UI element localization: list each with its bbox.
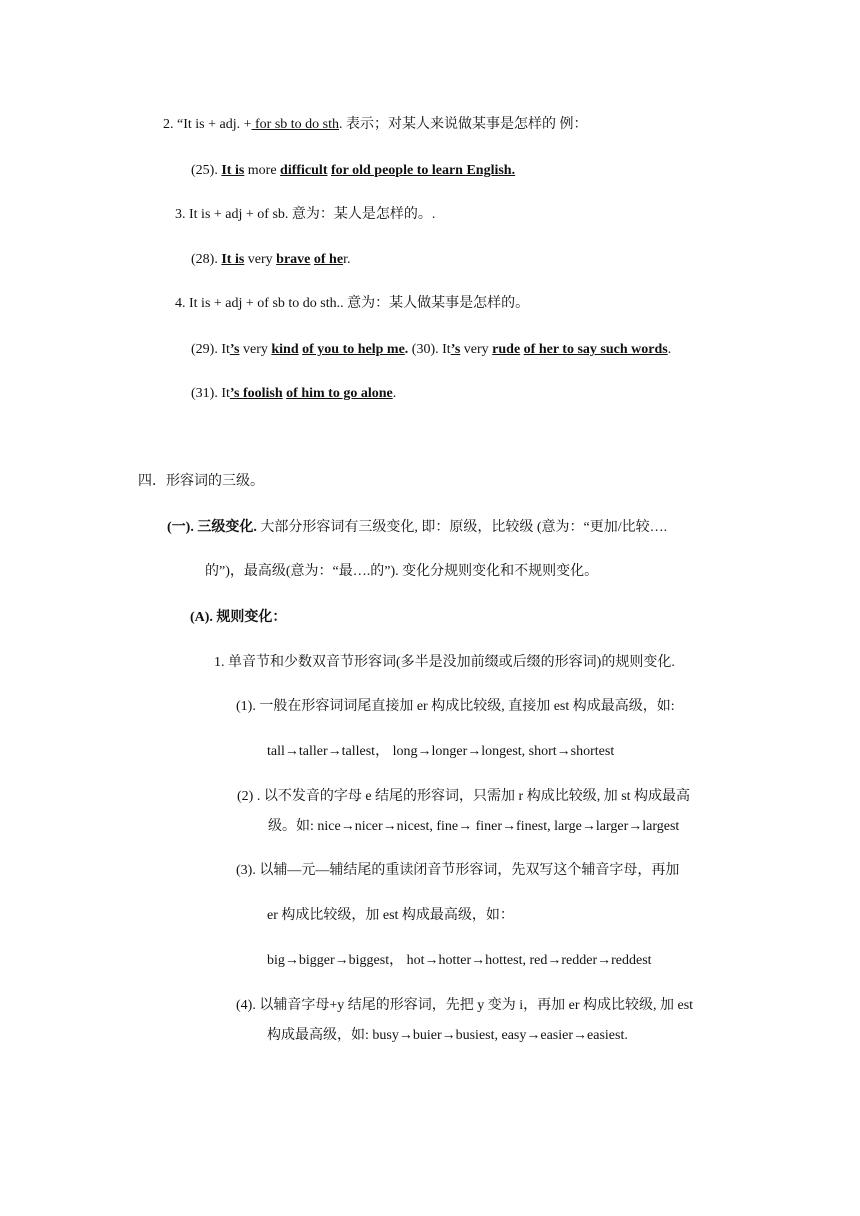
example-31-phrase: of him to go alone	[286, 386, 393, 401]
rule-4-heading: 4. It is + adj + of sb to do sth.. 意为：某人做某事是怎样的。	[175, 296, 530, 311]
rule-1-4-line2: 构成最高级，如: busy→buier→busiest, easy→easier→easiest.	[267, 1028, 628, 1043]
example-31-adj: ’s foolish	[229, 386, 283, 401]
example-25-phrase: for old people to learn English.	[331, 163, 516, 178]
subsection-1-text: 大部分形容词有三级变化, 即：原级，比较级 (意为：“更加/比较….	[256, 520, 668, 535]
example-31-num: (31). It	[191, 386, 230, 401]
example-28-subject: It is	[221, 252, 245, 267]
example-29-phrase: of you to help me	[302, 342, 405, 357]
subsection-1-line1	[167, 519, 667, 537]
example-25-subject: It is	[221, 163, 245, 178]
rule-1-1-text: (1). 一般在形容词词尾直接加 er 构成比较级, 直接加 est 构成最高级，如:	[236, 699, 675, 714]
example-30-s: ’s	[450, 342, 461, 357]
rule-1-3-examples: big→bigger→biggest， hot→hotter→hottest, red→redder→reddest	[267, 953, 652, 968]
rule-1-2-line1: (2) . 以不发音的字母 e 结尾的形容词，只需加 r 构成比较级, 加 st 构成最高	[237, 789, 691, 804]
example-31-end: .	[392, 386, 397, 401]
example-25-num: (25).	[191, 163, 222, 178]
subsection-a-label: (A). 规则变化：	[190, 610, 287, 625]
example-30-phrase: of her to say such words	[523, 342, 668, 357]
example-30-num: (30). It	[408, 342, 451, 357]
rule-1-3-line1: (3). 以辅—元—辅结尾的重读闭音节形容词，先双写这个辅音字母，再加	[236, 863, 680, 878]
rule-1-4-line1: (4). 以辅音字母+y 结尾的形容词，先把 y 变为 i，再加 er 构成比较级, 加 est	[236, 998, 694, 1013]
example-29-adj: kind	[271, 342, 299, 357]
example-30-adj: rude	[492, 342, 521, 357]
rule-1-2-line2: 级。如: nice→nicer→nicest, fine→ finer→finest, large→larger→largest	[268, 819, 680, 834]
section-4-title: 四．形容词的三级。	[138, 474, 264, 489]
rule-1-heading: 1. 单音节和少数双音节形容词(多半是没加前缀或后缀的形容词)的规则变化.	[214, 655, 675, 670]
example-28	[191, 251, 350, 269]
subsection-1-label: (一). 三级变化.	[167, 520, 257, 535]
example-30-text: very	[460, 342, 493, 357]
rule-2-prefix: 2. “It is + adj. +	[163, 117, 252, 132]
example-29-s: ’s	[229, 342, 240, 357]
rule-2-meaning: . 表示；对某人来说做某事是怎样的 例：	[339, 117, 588, 132]
example-25-adj: difficult	[280, 163, 328, 178]
example-28-phrase: of he	[313, 252, 344, 267]
example-30-end: .	[667, 342, 672, 357]
example-28-end: r.	[343, 252, 351, 267]
example-29-end: .	[404, 342, 409, 357]
example-28-adj: brave	[276, 252, 311, 267]
rule-1-1-examples: tall→taller→tallest， long→longer→longest, short→shortest	[267, 744, 615, 759]
rule-3-heading: 3. It is + adj + of sb. 意为：某人是怎样的。.	[175, 207, 436, 222]
rule-1-3-line2: er 构成比较级，加 est 构成最高级，如：	[267, 908, 514, 923]
example-29-30	[191, 341, 671, 359]
example-28-text: very	[244, 252, 277, 267]
example-29-text: very	[239, 342, 272, 357]
example-29-num: (29). It	[191, 342, 230, 357]
example-25	[191, 162, 515, 180]
example-28-num: (28).	[191, 252, 222, 267]
subsection-1-line2: 的”)，最高级(意为：“最….的”). 变化分规则变化和不规则变化。	[205, 564, 599, 579]
example-31	[191, 385, 396, 403]
rule-2-heading	[163, 116, 588, 134]
rule-2-pattern: for sb to do sth	[251, 117, 339, 132]
example-25-text: more	[244, 163, 281, 178]
